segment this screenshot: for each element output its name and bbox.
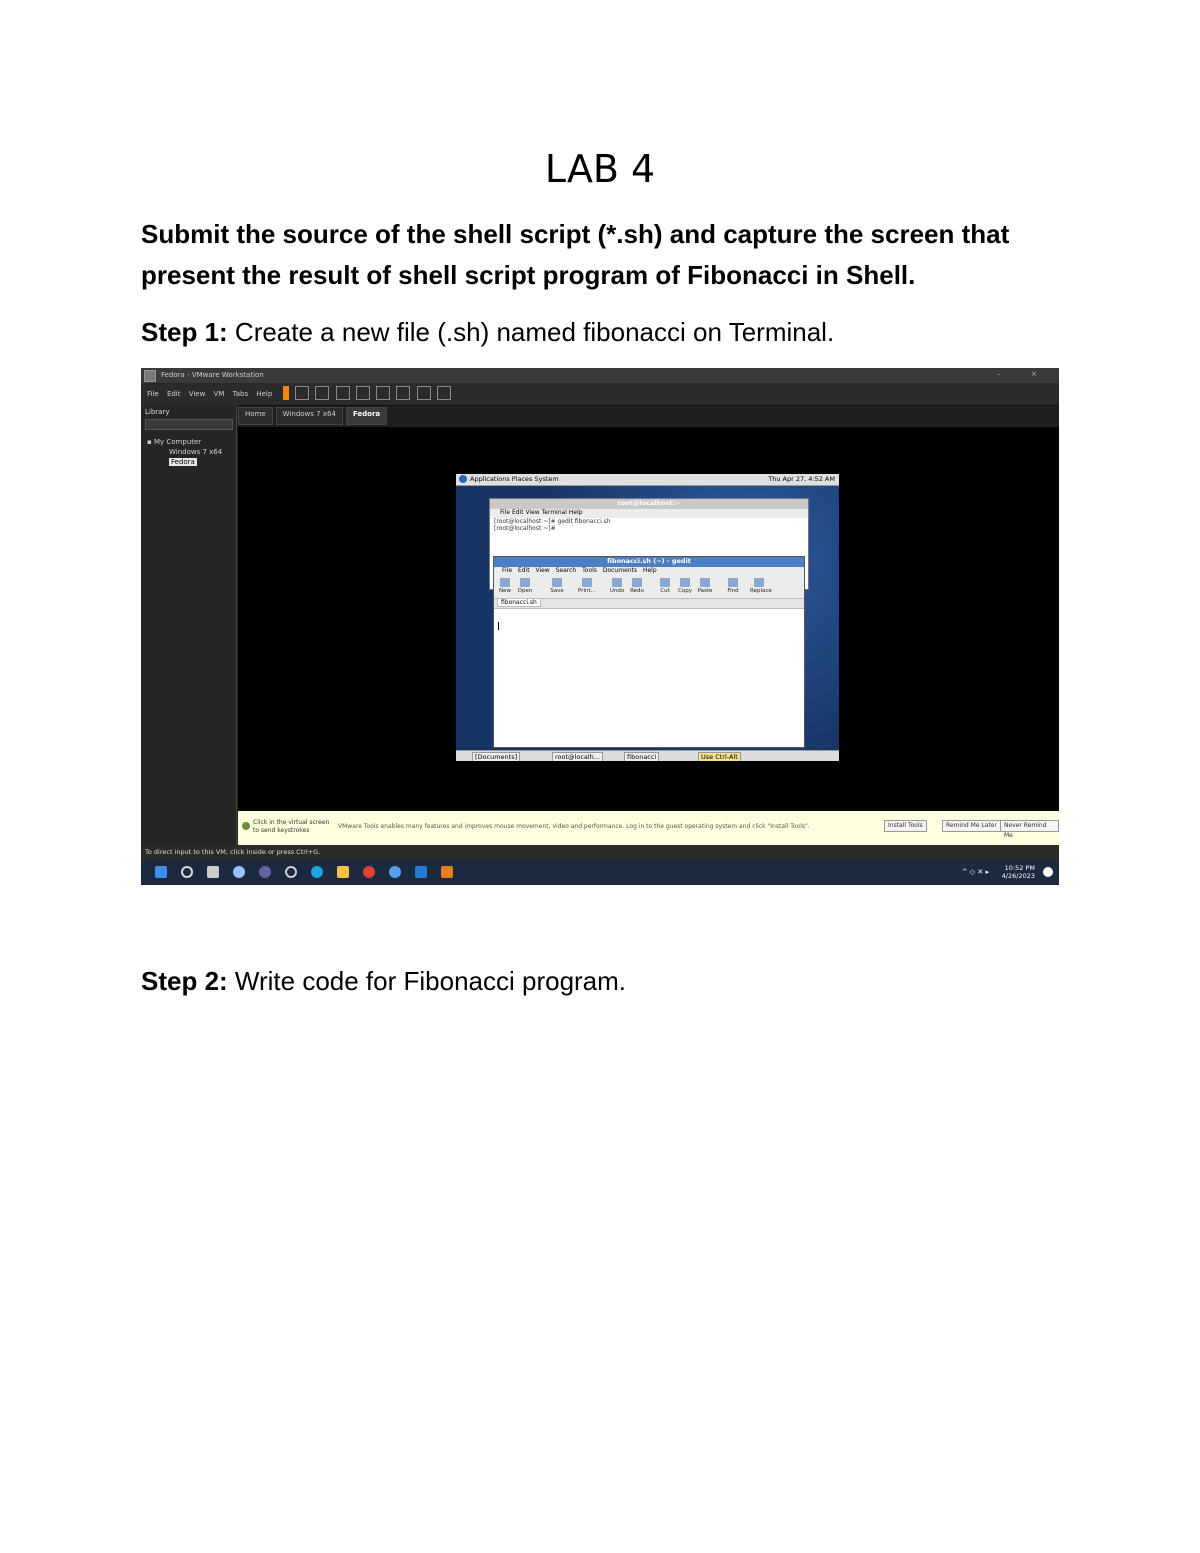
- save-label: Save: [550, 588, 564, 594]
- vm-tabs: [238, 407, 390, 425]
- tab-windows[interactable]: Windows 7 x64: [276, 407, 343, 425]
- install-tools-button[interactable]: Install Tools: [884, 820, 927, 832]
- gedit-text-area[interactable]: [495, 619, 801, 745]
- terminal-title: root@localhost:~: [490, 499, 808, 509]
- step-2-label: Step 2:: [141, 966, 228, 996]
- tab-fedora[interactable]: Fedora: [346, 407, 387, 425]
- new-icon: [500, 578, 510, 587]
- snapshot-icon[interactable]: [295, 386, 309, 400]
- vmware-menubar: [141, 383, 1059, 406]
- replace-icon: [754, 578, 764, 587]
- open-label: Open: [517, 588, 533, 594]
- task-documents[interactable]: [Documents]: [472, 752, 520, 761]
- vmware-taskbar-icon[interactable]: [441, 866, 453, 878]
- clock-time: 10:52 PM: [1004, 864, 1035, 872]
- step-2-text: Write code for Fibonacci program.: [227, 966, 627, 996]
- step-2: [141, 963, 626, 999]
- system-clock[interactable]: [1002, 864, 1035, 880]
- terminal-line-2: [root@localhost ~]#: [494, 525, 556, 532]
- windows-taskbar: [141, 859, 1059, 885]
- gedit-document-tabs: [494, 599, 804, 609]
- cut-icon: [660, 578, 670, 587]
- terminal-line-1: [root@localhost ~]# gedit fibonacci.sh: [494, 518, 611, 525]
- tree-root-label: My Computer: [153, 438, 202, 446]
- window-controls[interactable]: – ×: [997, 370, 1051, 378]
- revert-icon[interactable]: [315, 386, 329, 400]
- chat-icon[interactable]: [389, 866, 401, 878]
- fedora-logo-icon: [459, 475, 467, 483]
- gedit-toolbar: [494, 576, 804, 599]
- copy-label: Copy: [678, 588, 692, 594]
- replace-label: Replace: [750, 588, 772, 594]
- print-label: Print...: [578, 588, 596, 594]
- undo-button[interactable]: [608, 578, 626, 594]
- search-icon[interactable]: [181, 866, 193, 878]
- fedora-desktop[interactable]: [456, 474, 839, 761]
- find-label: Find: [727, 588, 739, 594]
- cut-label: Cut: [660, 588, 670, 594]
- never-remind-button[interactable]: Never Remind Me: [1000, 820, 1059, 832]
- open-button[interactable]: [516, 578, 534, 594]
- remind-later-button[interactable]: Remind Me Later: [942, 820, 1001, 832]
- settings-icon[interactable]: [285, 866, 297, 878]
- chrome-icon[interactable]: [363, 866, 375, 878]
- outlook-icon[interactable]: [415, 866, 427, 878]
- notify-message: VMware Tools enables many features and improves mouse movement, video and performance. Log in to the guest operating system and click "Install Tools".: [338, 823, 810, 830]
- undo-icon: [612, 578, 622, 587]
- tree-item-fedora[interactable]: Fedora: [171, 458, 195, 466]
- new-label: New: [499, 588, 511, 594]
- replace-button[interactable]: [750, 578, 772, 594]
- assignment-instructions: Submit the source of the shell script (*.sh) and capture the screen that present the result of shell script program of Fibonacci in Shell.: [141, 219, 1010, 290]
- redo-button[interactable]: [628, 578, 646, 594]
- manage-icon[interactable]: [336, 386, 350, 400]
- find-icon: [728, 578, 738, 587]
- edge-icon[interactable]: [311, 866, 323, 878]
- window-title: Fedora - VMware Workstation: [161, 371, 264, 379]
- paste-button[interactable]: [696, 578, 714, 594]
- task-view-icon[interactable]: [207, 866, 219, 878]
- paste-label: Paste: [697, 588, 713, 594]
- gnome-top-panel: [456, 474, 839, 486]
- print-button[interactable]: [578, 578, 596, 594]
- library-search-input[interactable]: [145, 419, 233, 430]
- terminal-menu[interactable]: File Edit View Terminal Help: [490, 509, 808, 518]
- text-caret: [498, 622, 499, 630]
- pause-icon[interactable]: [283, 386, 289, 400]
- gnome-bottom-panel: [456, 750, 839, 761]
- library-panel: [141, 405, 237, 845]
- menu-items[interactable]: File Edit View VM Tabs Help: [147, 390, 273, 398]
- tree-root[interactable]: ▪ My Computer: [147, 438, 202, 446]
- gedit-title: fibonacci.sh (~) - gedit: [494, 557, 804, 567]
- redo-label: Redo: [630, 588, 644, 594]
- vmware-status-bar: [141, 845, 1059, 859]
- copy-button[interactable]: [676, 578, 694, 594]
- undo-label: Undo: [609, 588, 625, 594]
- start-icon[interactable]: [155, 866, 167, 878]
- tree-item-windows[interactable]: Windows 7 x64: [169, 448, 223, 456]
- cloud-icon[interactable]: [233, 866, 245, 878]
- notification-icon[interactable]: [1043, 867, 1053, 877]
- unity-icon[interactable]: [376, 386, 390, 400]
- task-hint: Use Ctrl-Alt: [698, 752, 741, 761]
- task-terminal[interactable]: root@localh...: [552, 752, 603, 761]
- status-text: To direct input to this VM, click inside or press Ctrl+G.: [145, 848, 321, 856]
- vmware-title-bar: [141, 368, 1059, 384]
- panel-clock: Thu Apr 27, 4:52 AM: [768, 475, 835, 483]
- doc-tab-fibonacci[interactable]: fibonacci.sh: [497, 598, 541, 607]
- clock-date: 4/26/2023: [1001, 872, 1035, 880]
- step-1-label: Step 1:: [141, 317, 228, 347]
- new-button[interactable]: [496, 578, 514, 594]
- vmware-logo-icon: [144, 370, 156, 382]
- gedit-window[interactable]: [493, 556, 805, 748]
- console-icon[interactable]: [417, 386, 431, 400]
- print-icon: [582, 578, 592, 587]
- tab-home[interactable]: Home: [238, 407, 273, 425]
- cut-button[interactable]: [656, 578, 674, 594]
- copy-icon: [680, 578, 690, 587]
- info-icon: [242, 822, 250, 830]
- teams-icon[interactable]: [259, 866, 271, 878]
- open-icon: [520, 578, 530, 587]
- step-1: [141, 314, 834, 350]
- library-header: Library: [145, 408, 170, 416]
- system-tray[interactable]: ^ ◇ ✕ ▸: [961, 868, 989, 876]
- step-1-text: Create a new file (.sh) named fibonacci on Terminal.: [227, 317, 835, 347]
- panel-menus[interactable]: Applications Places System: [470, 475, 559, 483]
- save-button[interactable]: [548, 578, 566, 594]
- embedded-screenshot: [141, 368, 1059, 885]
- fullscreen-icon[interactable]: [356, 386, 370, 400]
- view-icon[interactable]: [396, 386, 410, 400]
- notify-hint: Click in the virtual screen to send keystrokes: [253, 819, 330, 834]
- stretch-icon[interactable]: [437, 386, 451, 400]
- task-gedit[interactable]: fibonacci: [624, 752, 659, 761]
- page-title: LAB 4: [544, 147, 656, 191]
- vmware-tools-notification: [238, 811, 1059, 845]
- file-explorer-icon[interactable]: [337, 866, 349, 878]
- redo-icon: [632, 578, 642, 587]
- gedit-menu[interactable]: File Edit View Search Tools Documents Help: [494, 567, 804, 576]
- vmware-toolbar: [283, 386, 455, 402]
- save-icon: [552, 578, 562, 587]
- find-button[interactable]: [724, 578, 742, 594]
- paste-icon: [700, 578, 710, 587]
